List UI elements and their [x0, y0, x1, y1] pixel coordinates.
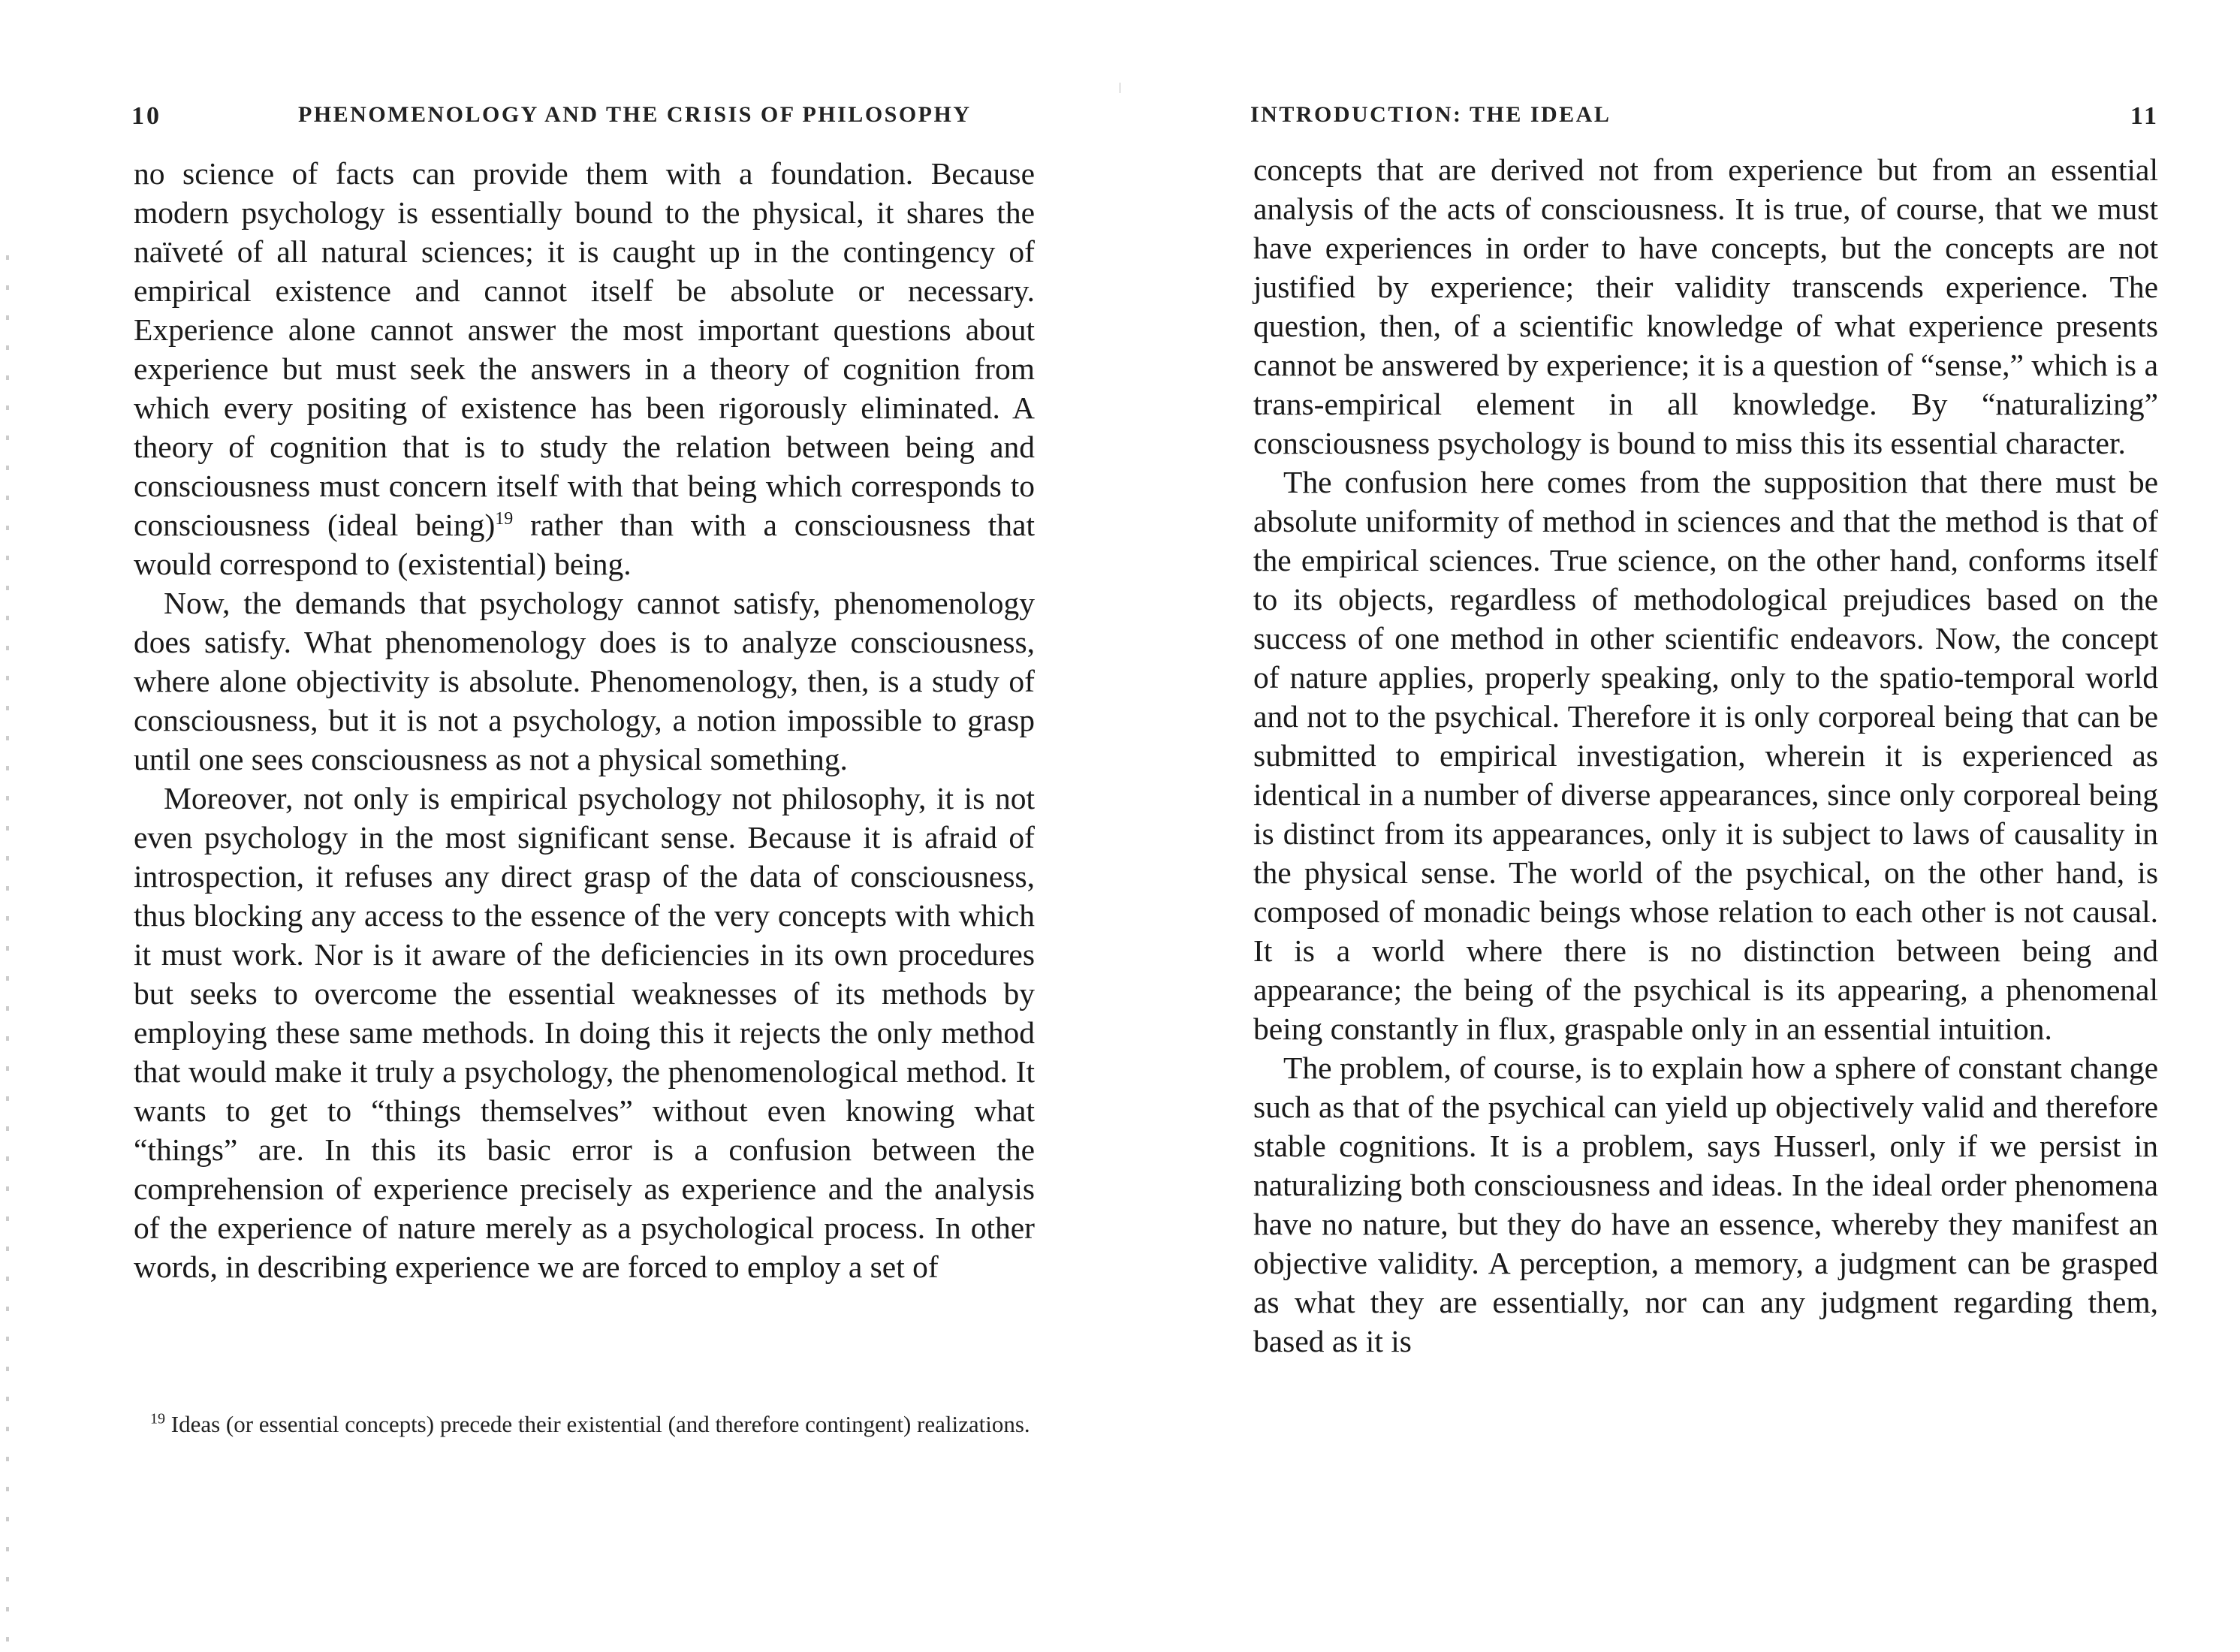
right-paragraph-2: The confusion here comes from the supposition that there must be absolute uniformity of method in sciences and that the method is that of the empirical sciences. True science, on the other hand, conforms itself to its objects, regardless of methodological prejudices based on the success of one method in other scientific endeavors. Now, the concept of nature applies, properly speaking, only to the spatio-temporal world and not to the psychical. Therefore it is only corporeal being that can be submitted to empirical investigation, wherein it is experienced as identical in a number of diverse appearances, since only corporeal being is distinct from its appearances, only it is subject to laws of causality in the physical sense. The world of the psychical, on the other hand, is composed of monadic beings whose relation to each other is not causal. It is a world where there is no distinction between being and appearance; the being of the psychical is its appearing, a phenomenal being constantly in flux, graspable only in an essential intuition. — [1253, 465, 2158, 1046]
left-page-header — [131, 102, 1033, 132]
left-paragraph-3: Moreover, not only is empirical psychology not philosophy, it is not even psychology in the most significant sense. Because it is afraid of introspection, it refuses any direct grasp of the data of consciousness, thus blocking any access to the essence of the very concepts with which it must work. Nor is it aware of the deficiencies in its own procedures but seeks to overcome the essential weaknesses of its methods by employing these same methods. In doing this it rejects the only method that would make it truly a psychology, the phenomenological method. It wants to get to “things themselves” without even knowing what “things” are. In this its basic error is a confusion between the comprehension of experience precisely as experience and the analysis of the experience of nature merely as a psychological process. In other words, in describing experience we are forced to employ a set of — [134, 781, 1035, 1284]
right-page-header — [1250, 102, 2159, 132]
left-paragraph-2: Now, the demands that psychology cannot satisfy, phenomenology does satisfy. What phenomenology does is to analyze consciousness, where alone objectivity is absolute. Phenomenology, then, is a study of consciousness, but it is not a psychology, a notion impossible to grasp until one sees consciousness as not a physical something. — [134, 586, 1035, 776]
right-page-number: 11 — [2130, 102, 2159, 130]
right-body-text — [1253, 150, 2158, 1361]
left-paragraph-1 — [134, 154, 1035, 583]
right-paragraph-3: The problem, of course, is to explain how a sphere of constant change such as that of the psychical can yield up objectively valid and therefore stable cognitions. It is a problem, says Husserl, only if we persist in naturalizing both consciousness and ideas. In the ideal order phenomena have no nature, but they do have an essence, whereby they manifest an objective validity. A perception, a memory, a judgment can be grasped as what they are essentially, nor can any judgment regarding them, based as it is — [1253, 1051, 2158, 1358]
right-page — [1120, 0, 2240, 1649]
footnote-number: 19 — [150, 1410, 165, 1427]
left-page-number: 10 — [131, 102, 161, 130]
left-page — [0, 0, 1120, 1649]
footnote — [150, 1408, 1059, 1441]
left-paragraph-1-text: no science of facts can provide them with a foundation. Because modern psychology is essentially bound to the physical, it shares the naïveté of all natural sciences; it is caught up in the contingency of empirical existence and cannot itself be absolute or necessary. Experience alone cannot answer the most important questions about experience but must seek the answers in a theory of cognition from which every positing of existence has been rigorously eliminated. A theory of cognition that is to study the relation between being and consciousness must concern itself with that being which corresponds to consciousness (ideal being) — [134, 156, 1035, 542]
footnote-text: Ideas (or essential concepts) precede their existential (and therefore contingent) realizations. — [170, 1411, 1030, 1437]
left-running-head: PHENOMENOLOGY AND THE CRISIS OF PHILOSOPHY — [298, 102, 972, 127]
right-paragraph-1: concepts that are derived not from experience but from an essential analysis of the acts of consciousness. It is true, of course, that we must have experiences in order to have concepts, but the concepts are not justified by experience; their validity transcends experience. The question, then, of a scientific knowledge of what experience presents cannot be answered by experience; it is a question of “sense,” which is a trans-empirical element in all knowledge. By “naturalizing” consciousness psychology is bound to miss this its essential character. — [1253, 152, 2158, 460]
footnote-reference: 19 — [495, 509, 514, 529]
left-body-text — [134, 154, 1035, 1286]
left-paragraph-1-tail: rather than with a consciousness that would correspond to (existential) being. — [134, 508, 1035, 581]
right-running-head: INTRODUCTION: THE IDEAL — [1250, 102, 1611, 127]
